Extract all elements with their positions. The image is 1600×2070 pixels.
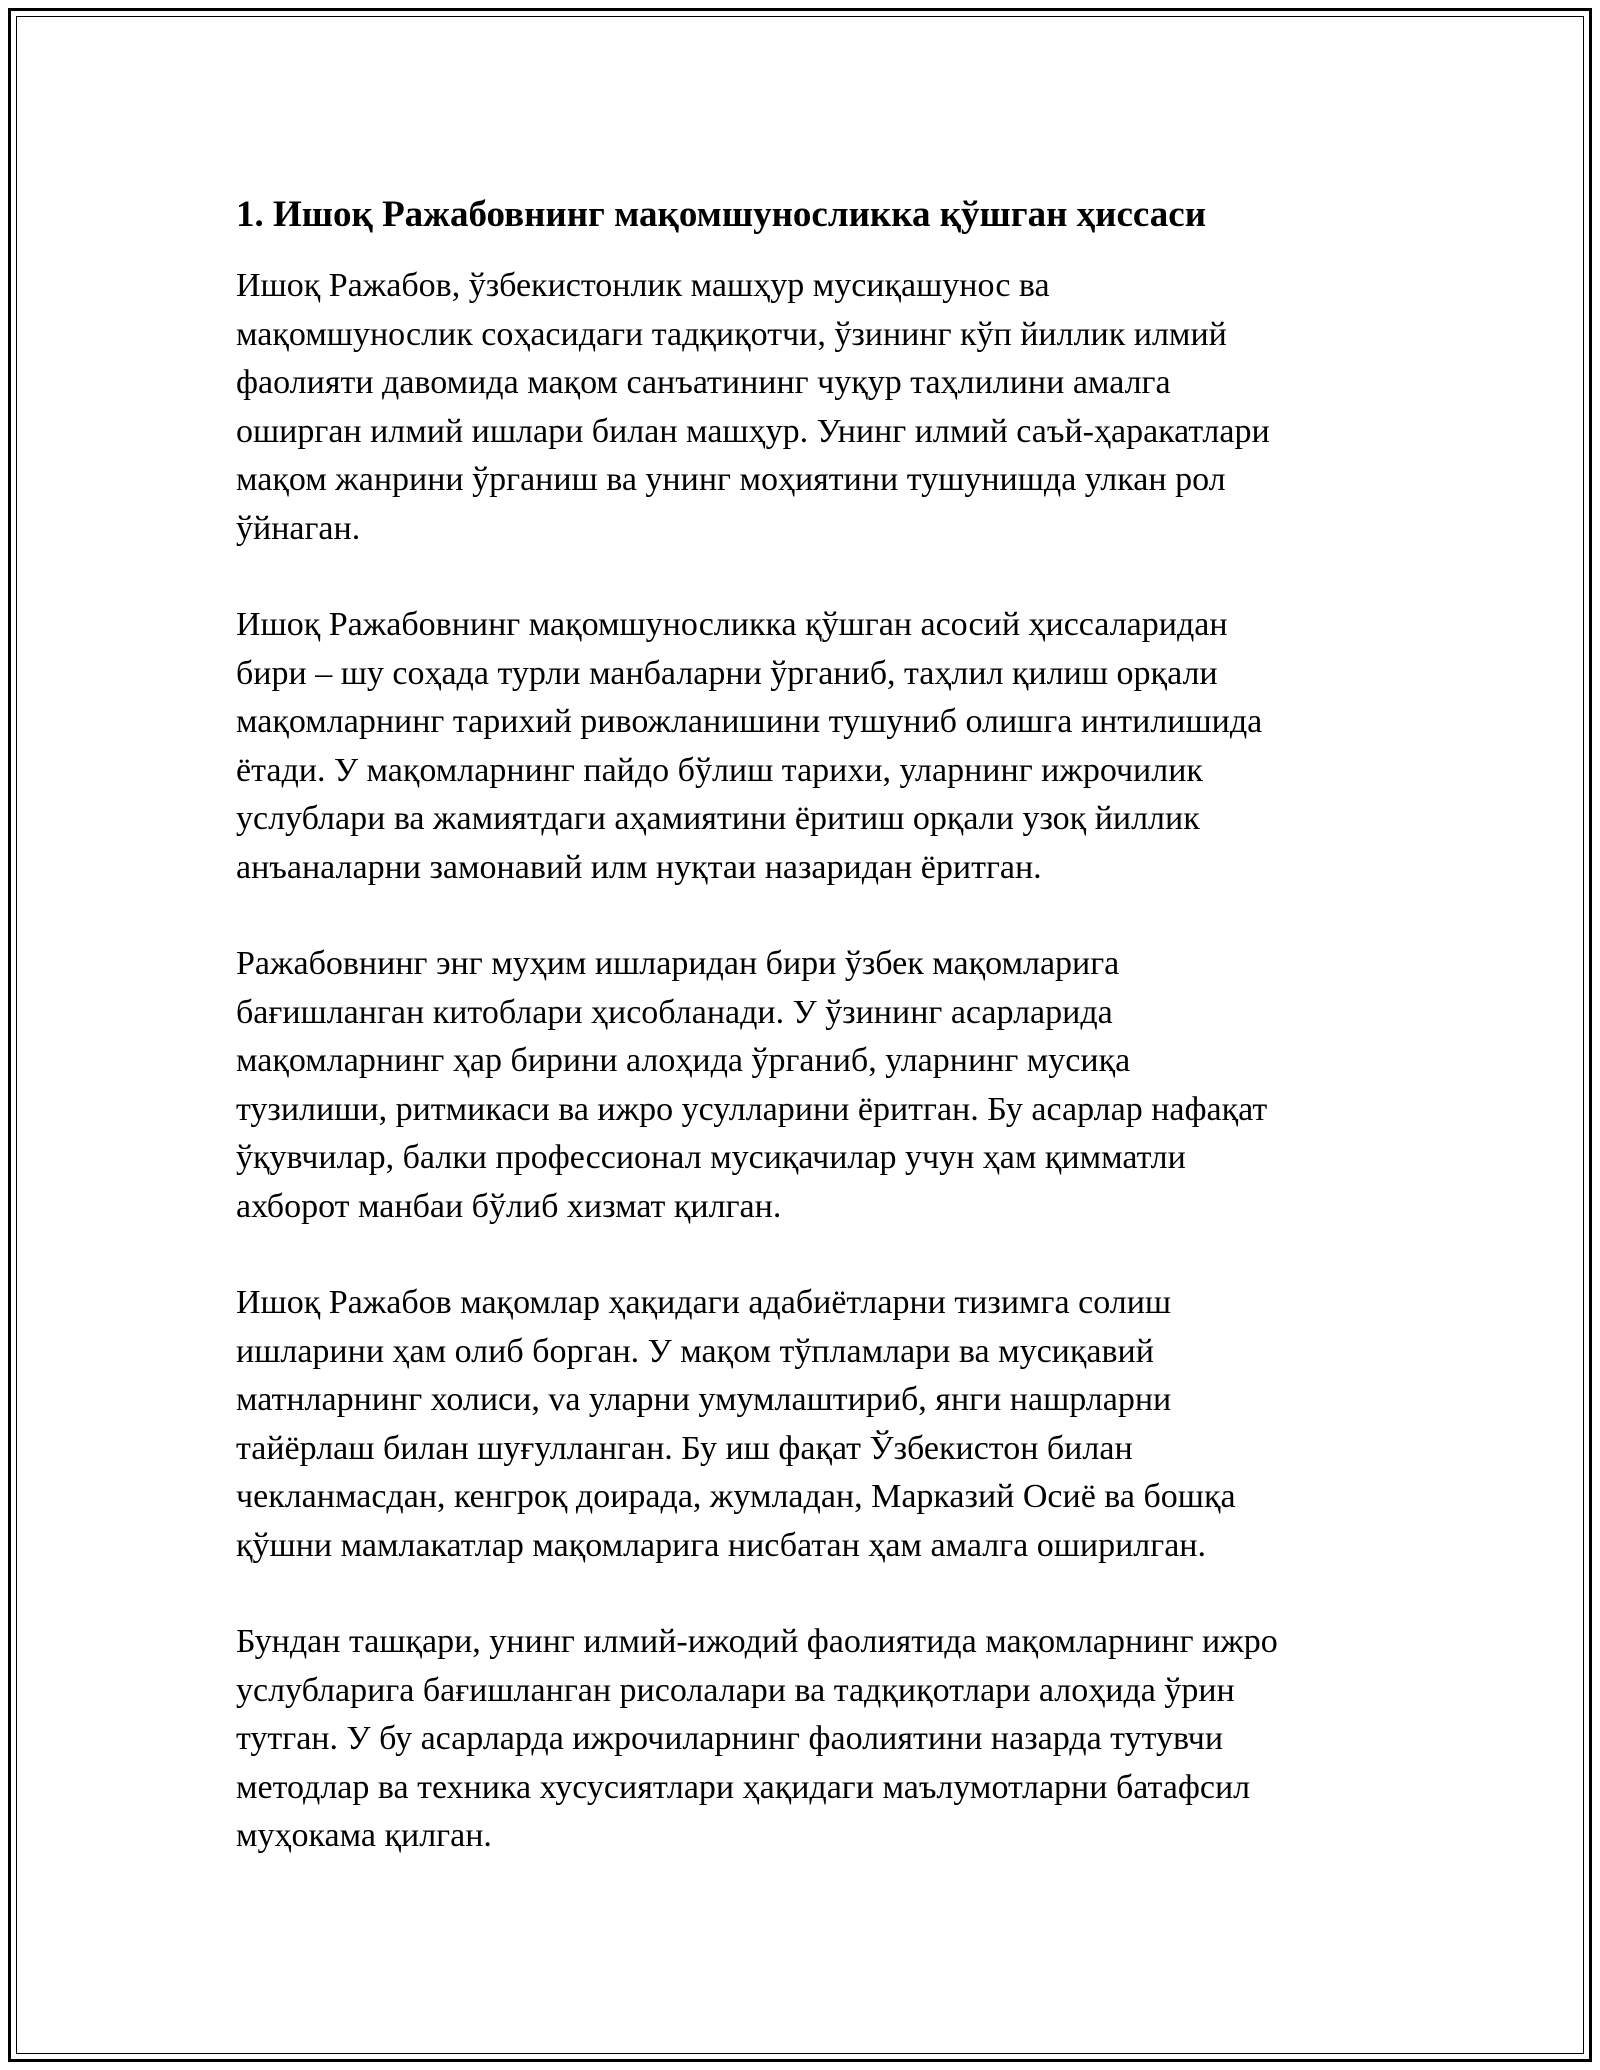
paragraph-line: мақомларнинг тарихий ривожланишини тушуниб олишга интилишида [236, 703, 1263, 740]
paragraph-line: Ишоқ Ражабов, ўзбекистонлик машҳур мусиқашунос ва [236, 267, 1050, 304]
paragraph-line: Ишоқ Ражабовнинг мақомшуносликка қўшган асосий ҳиссаларидан [236, 606, 1228, 643]
paragraph-line: фаолияти давомида мақом санъатининг чуқур таҳлилини амалга [236, 364, 1171, 401]
paragraph-line: Ишоқ Ражабов мақомлар ҳақидаги адабиётларни тизимга солиш [236, 1284, 1172, 1321]
paragraph-line: ўйнаган. [236, 509, 361, 547]
paragraph-line: услублари ва жамиятдаги аҳамиятини ёритиш орқали узоқ йиллик [236, 800, 1200, 837]
paragraph-line: мақом жанрини ўрганиш ва унинг моҳиятини тушунишда улкан рол [236, 461, 1226, 498]
paragraph-line: анъаналарни замонавий илм нуқтаи назаридан ёритган. [236, 848, 1042, 886]
paragraph-line: ўқувчилар, балки профессионал мусиқачилар учун ҳам қимматли [236, 1139, 1186, 1176]
section-heading: 1. Ишоқ Ражабовнинг мақомшуносликка қўшган ҳиссаси [236, 194, 1207, 235]
paragraph-line: муҳокама қилган. [236, 1817, 492, 1854]
paragraph [236, 1618, 1376, 1861]
paragraph [236, 262, 1376, 553]
paragraph-line: услубларига бағишланган рисолалари ва тадқиқотлари алоҳида ўрин [236, 1671, 1235, 1709]
paragraph-line: ахборот манбаи бўлиб хизмат қилган. [236, 1187, 782, 1225]
paragraph-line: методлар ва техника хусусиятлари ҳақидаги маълумотларни батафсил [236, 1768, 1251, 1806]
paragraph-line: мақомларнинг ҳар бирини алоҳида ўрганиб, уларнинг мусиқа [236, 1042, 1131, 1079]
paragraph-line: Бундан ташқари, унинг илмий-ижодий фаолиятида мақомларнинг ижро [236, 1623, 1278, 1660]
paragraph-line: Ражабовнинг энг муҳим ишларидан бири ўзбек мақомларига [236, 945, 1120, 982]
paragraph-line: бағишланган китоблари ҳисобланади. У ўзининг асарларида [236, 993, 1113, 1031]
paragraph-line: матнларнинг холиси, vа уларни умумлаштириб, янги нашрларни [236, 1381, 1172, 1418]
paragraph-line: ишларини ҳам олиб борган. У мақом тўпламлари ва мусиқавий [236, 1332, 1154, 1370]
paragraph-line: тутган. У бу асарларда ижрочиларнинг фаолиятини назарда тутувчи [236, 1720, 1224, 1757]
paragraph-line: тузилиши, ритмикаси ва ижро усулларини ёритган. Бу асарлар нафақат [236, 1090, 1268, 1128]
paragraph [236, 1279, 1376, 1570]
paragraph-line: чекланмасдан, кенгроқ доирада, жумладан, Марказий Осиё ва бошқа [236, 1478, 1236, 1515]
paragraph-line: бири – шу соҳада турли манбаларни ўрганиб, таҳлил қилиш орқали [236, 654, 1218, 692]
paragraph-line: қўшни мамлакатлар мақомларига нисбатан ҳам амалга оширилган. [236, 1526, 1206, 1564]
paragraph-line: ётади. У мақомларнинг пайдо бўлиш тарихи, уларнинг ижрочилик [236, 751, 1203, 789]
paragraph-line: оширган илмий ишлари билан машҳур. Унинг илмий саъй-ҳаракатлари [236, 412, 1270, 450]
paragraph-line: мақомшунослик соҳасидаги тадқиқотчи, ўзининг кўп йиллик илмий [236, 315, 1227, 353]
document-body [236, 188, 1376, 1909]
paragraph [236, 940, 1376, 1231]
paragraph-list [236, 262, 1376, 1861]
paragraph-line: тайёрлаш билан шуғулланган. Бу иш фақат Ўзбекистон билан [236, 1429, 1133, 1467]
paragraph [236, 601, 1376, 892]
